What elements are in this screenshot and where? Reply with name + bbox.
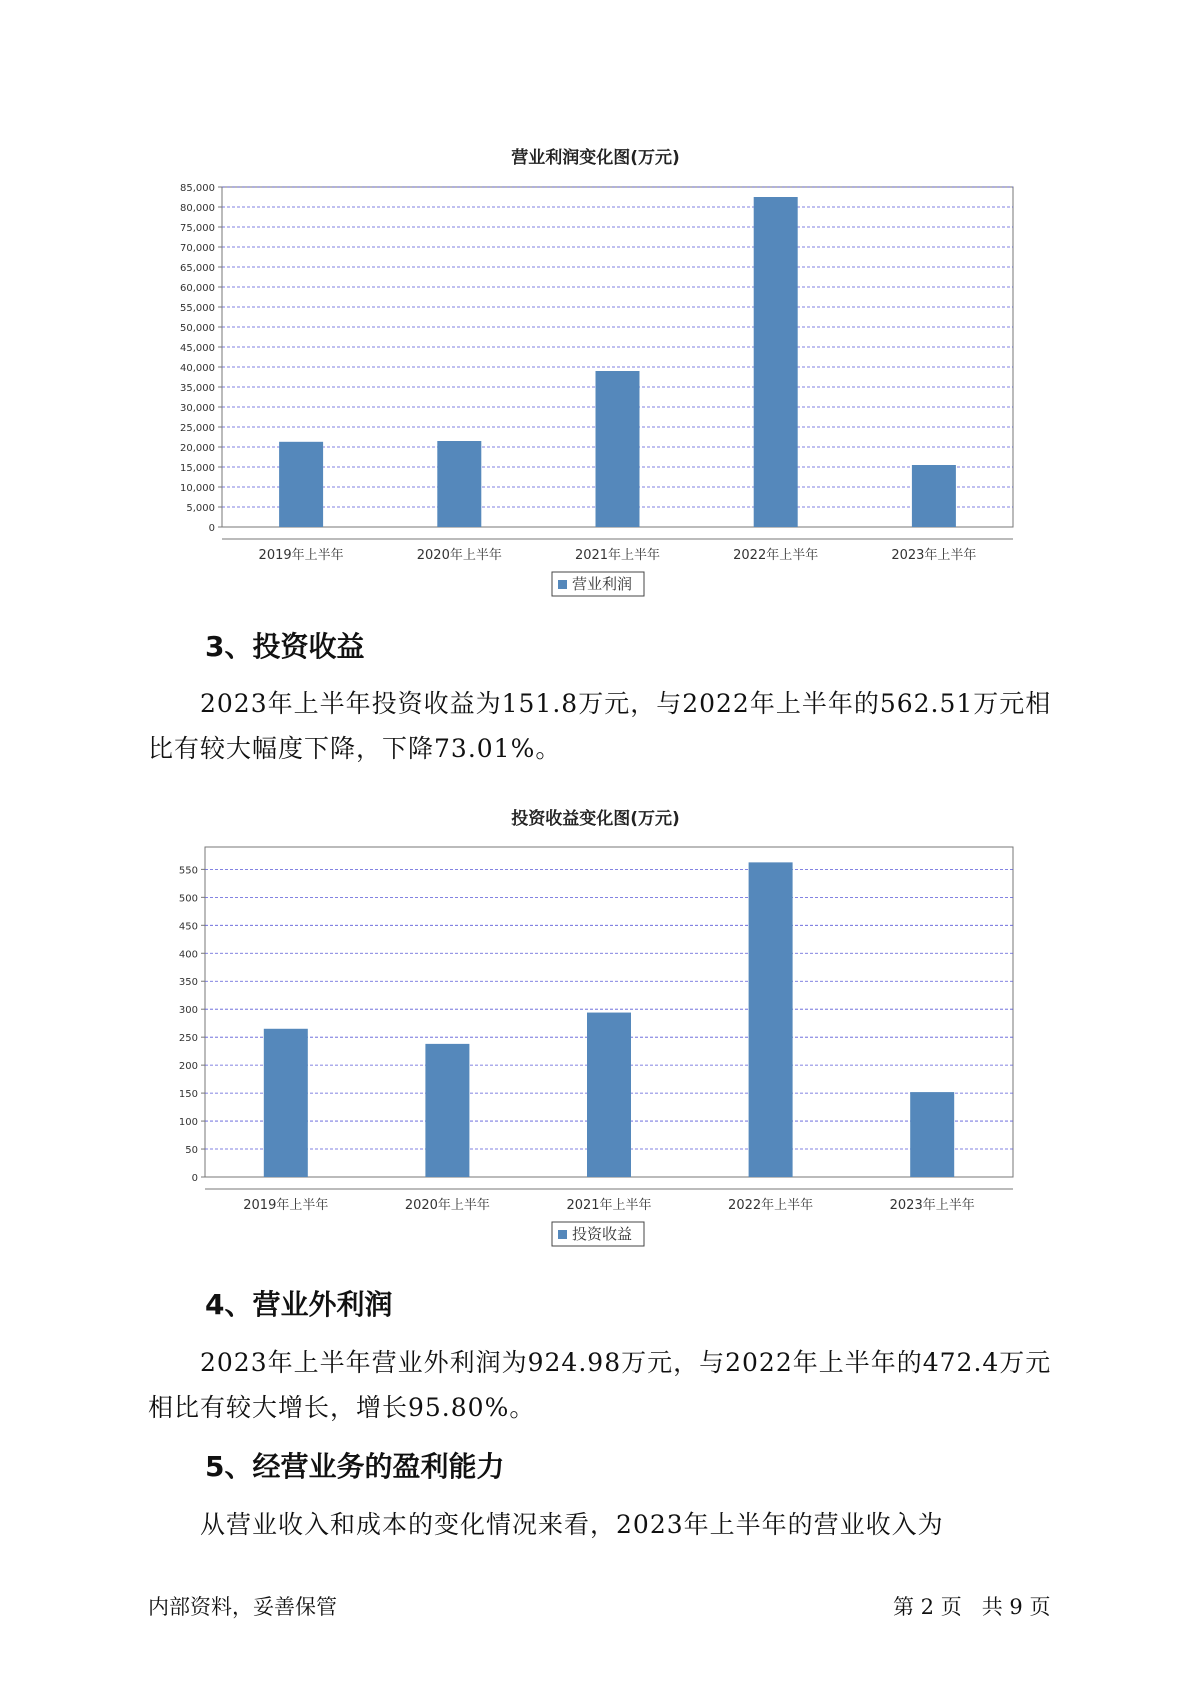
y-tick-label: 50,000 [180, 323, 215, 334]
y-tick-label: 50 [185, 1145, 198, 1157]
operating-profit-chart [0, 160, 1191, 600]
legend-swatch [558, 580, 567, 589]
y-tick-label: 300 [178, 1005, 198, 1017]
y-tick-label: 10,000 [180, 483, 215, 494]
bar [749, 862, 793, 1177]
y-tick-label: 0 [208, 523, 215, 534]
x-tick-label: 2019年上半年 [258, 548, 344, 563]
y-tick-label: 350 [178, 977, 198, 989]
y-tick-label: 65,000 [180, 263, 215, 274]
section-paragraph-investment-income [148, 681, 1058, 771]
y-tick-label: 200 [178, 1061, 198, 1073]
y-tick-label: 60,000 [180, 283, 215, 294]
x-tick-label: 2020年上半年 [404, 1198, 490, 1213]
x-tick-label: 2019年上半年 [243, 1198, 329, 1213]
footer-confidential-note: 内部资料，妥善保管 [148, 1595, 337, 1619]
paragraph-line: 2023年上半年营业外利润为924.98万元，与2022年上半年的472.4万元 [200, 1348, 1052, 1377]
x-tick-label: 2022年上半年 [728, 1198, 814, 1213]
x-tick-label: 2021年上半年 [566, 1198, 652, 1213]
y-tick-label: 15,000 [180, 463, 215, 474]
chart-title-operating-profit: 营业利润变化图(万元) [511, 148, 680, 168]
bar [279, 442, 323, 527]
y-tick-label: 70,000 [180, 243, 215, 254]
paragraph-line: 相比有较大增长，增长95.80%。 [148, 1393, 536, 1422]
y-tick-label: 0 [191, 1173, 198, 1184]
section-heading-non-operating-profit: 4、营业外利润 [205, 1288, 393, 1321]
x-tick-label: 2021年上半年 [574, 548, 661, 563]
paragraph-line: 从营业收入和成本的变化情况来看，2023年上半年的营业收入为 [200, 1510, 944, 1539]
y-tick-label: 30,000 [180, 403, 215, 414]
paragraph-line: 2023年上半年投资收益为151.8万元，与2022年上半年的562.51万元相 [200, 689, 1052, 718]
bar [587, 1013, 631, 1177]
y-tick-label: 5,000 [186, 503, 215, 514]
y-tick-label: 450 [178, 921, 198, 933]
y-tick-label: 400 [178, 949, 198, 961]
y-tick-label: 550 [178, 865, 198, 877]
y-tick-label: 80,000 [180, 203, 215, 214]
footer-page-number: 第 2 页 共 9 页 [893, 1595, 1051, 1619]
y-tick-label: 85,000 [180, 183, 215, 194]
y-tick-label: 45,000 [180, 343, 215, 354]
legend-label: 投资收益 [572, 1225, 633, 1243]
y-tick-label: 40,000 [180, 363, 215, 374]
x-tick-label: 2023年上半年 [891, 548, 977, 563]
y-tick-label: 100 [178, 1117, 198, 1129]
x-tick-label: 2022年上半年 [733, 548, 819, 563]
y-tick-label: 35,000 [180, 383, 215, 394]
bar [425, 1044, 469, 1177]
bar [910, 1092, 954, 1177]
bar [437, 441, 481, 527]
y-tick-label: 75,000 [180, 223, 215, 234]
bar [754, 197, 798, 527]
section-heading-investment-income: 3、投资收益 [205, 630, 365, 663]
y-tick-label: 20,000 [180, 443, 215, 454]
y-tick-label: 250 [178, 1033, 198, 1045]
bar [596, 371, 640, 527]
y-tick-label: 500 [178, 893, 198, 905]
x-tick-label: 2023年上半年 [889, 1198, 975, 1213]
legend-swatch [558, 1230, 567, 1239]
paragraph-line: 比有较大幅度下降，下降73.01%。 [148, 734, 562, 763]
bar [264, 1029, 308, 1177]
section-heading-profitability: 5、经营业务的盈利能力 [205, 1450, 505, 1483]
y-tick-label: 55,000 [180, 303, 215, 314]
section-paragraph-non-operating-profit [148, 1340, 1058, 1430]
investment-income-chart [0, 820, 1191, 1260]
bar [912, 465, 956, 527]
chart-title-investment-income: 投资收益变化图(万元) [511, 809, 680, 829]
y-tick-label: 150 [178, 1089, 198, 1101]
x-tick-label: 2020年上半年 [416, 548, 502, 563]
section-paragraph-profitability [148, 1502, 1058, 1547]
legend-label: 营业利润 [572, 575, 633, 593]
y-tick-label: 25,000 [180, 423, 215, 434]
